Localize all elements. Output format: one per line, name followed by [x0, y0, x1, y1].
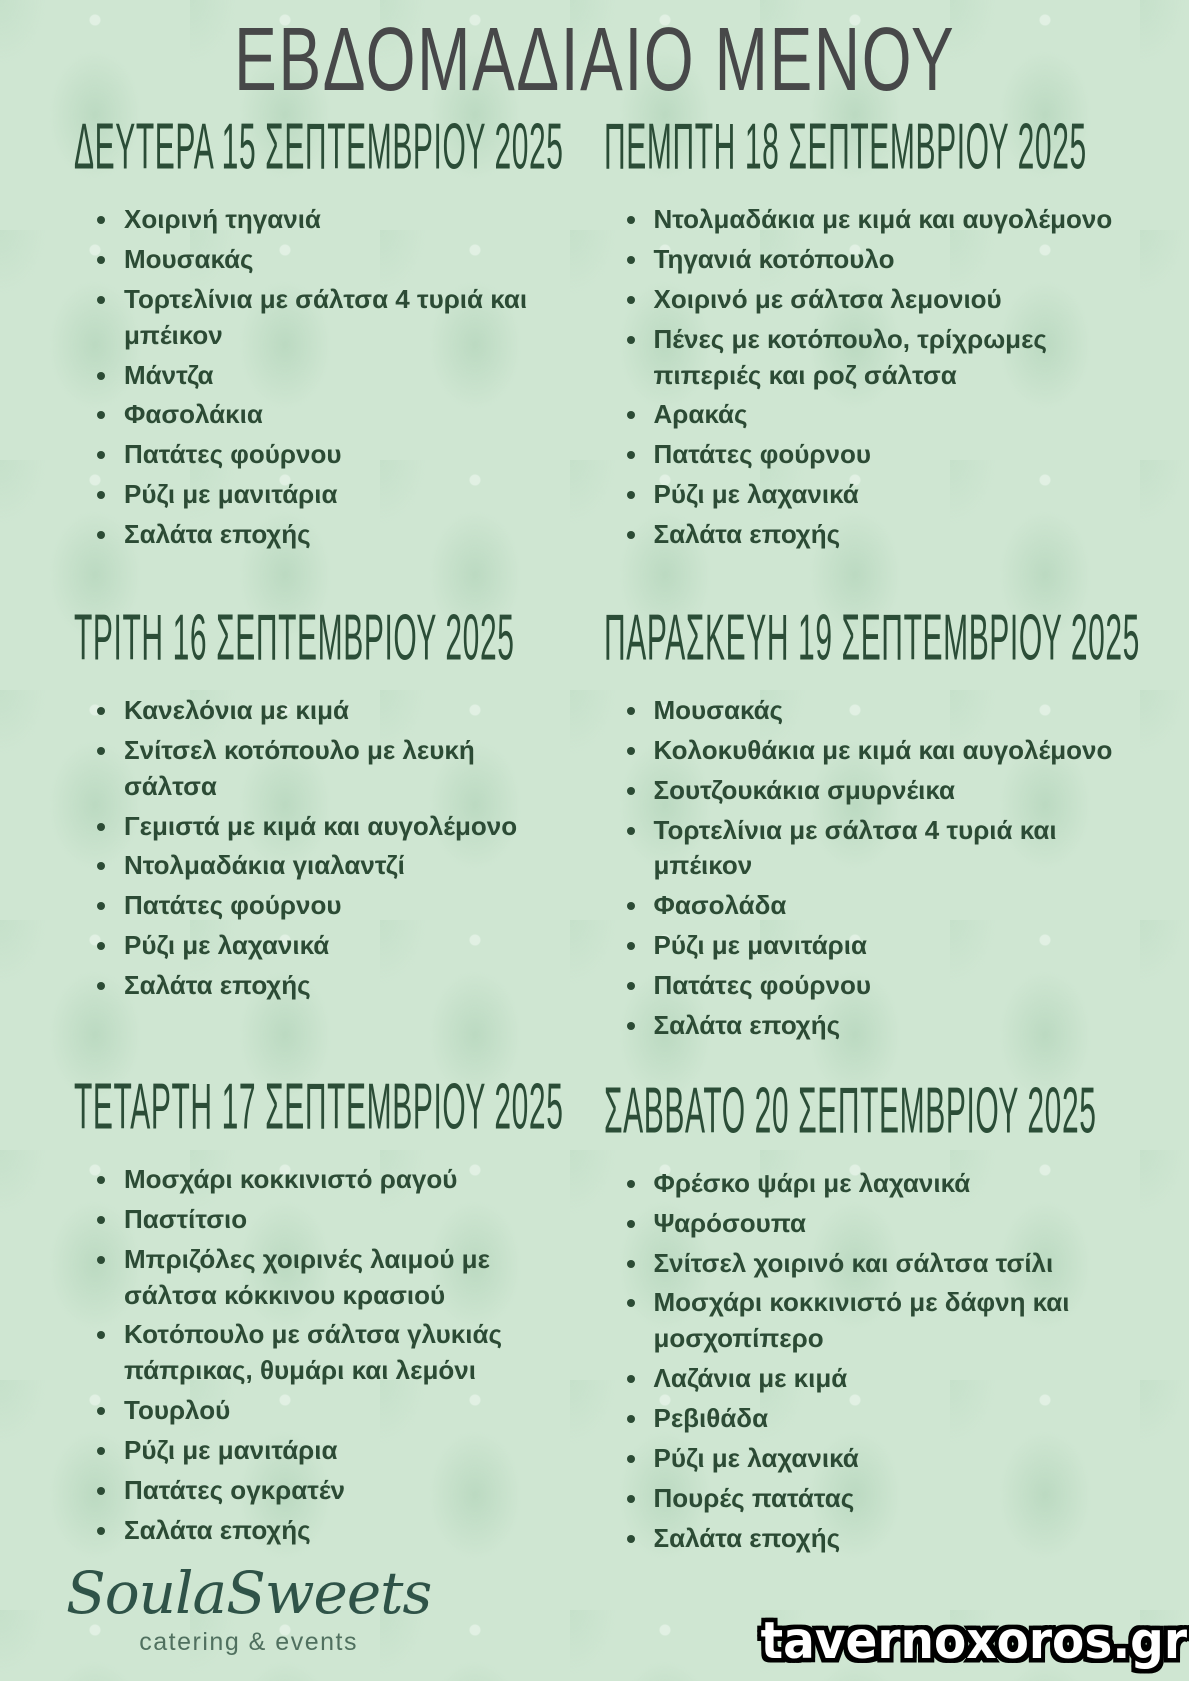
menu-column-left [74, 109, 600, 1613]
day-header-friday [603, 600, 1140, 675]
menu-item: • Χοιρινή τηγανιά [120, 202, 574, 238]
menu-item: • Λαζάνια με κιμά [650, 1361, 1126, 1397]
day-heading-text: ΠΑΡΑΣΚΕΥΗ 19 ΣΕΠΤΕΜΒΡΙΟΥ 2025 [603, 600, 1140, 674]
day-section-monday [74, 109, 574, 553]
menu-item: • Πουρές πατάτας [650, 1481, 1126, 1517]
menu-item: • Ρύζι με λαχανικά [120, 928, 574, 964]
menu-item: • Σαλάτα εποχής [650, 1521, 1126, 1557]
menu-item: • Ρύζι με λαχανικά [650, 477, 1126, 513]
menu-item: • Μουσακάς [650, 693, 1126, 729]
menu-item: • Ντολμαδάκια γιαλαντζί [120, 848, 574, 884]
menu-item: • Τουρλού [120, 1393, 574, 1429]
menu-item: • Σαλάτα εποχής [120, 968, 574, 1004]
menu-item: • Κανελόνια με κιμά [120, 693, 574, 729]
day-header-thursday [603, 109, 1126, 184]
menu-item: • Ρεβιθάδα [650, 1401, 1126, 1437]
menu-item: • Ρύζι με λαχανικά [650, 1441, 1126, 1477]
menu-item: • Γεμιστά με κιμά και αυγολέμονο [120, 809, 574, 845]
day-section-wednesday [74, 1069, 574, 1549]
watermark-site-label: tavernoxoros.gr [760, 1611, 1187, 1671]
day-heading-text: ΠΕΜΠΤΗ 18 ΣΕΠΤΕΜΒΡΙΟΥ 2025 [603, 109, 1087, 183]
day-heading-text: ΔΕΥΤΕΡΑ 15 ΣΕΠΤΕΜΒΡΙΟΥ 2025 [74, 109, 564, 183]
menu-item: • Σουτζουκάκια σμυρνέικα [650, 773, 1126, 809]
menu-item: • Πένες με κοτόπουλο, τρίχρωμες πιπεριές και ροζ σάλτσα [650, 322, 1126, 394]
menu-item: • Ρύζι με μανιτάρια [650, 928, 1126, 964]
day-section-thursday [603, 109, 1126, 553]
menu-item-list-tuesday [74, 693, 574, 1004]
menu-item: • Ρύζι με μανιτάρια [120, 477, 574, 513]
menu-item: • Ρύζι με μανιτάρια [120, 1433, 574, 1469]
menu-item: • Κοτόπουλο με σάλτσα γλυκιάς πάπρικας, θυμάρι και λεμόνι [120, 1317, 574, 1389]
brand-tagline: catering & events [139, 1628, 358, 1656]
menu-item: • Ντολμαδάκια με κιμά και αυγολέμονο [650, 202, 1126, 238]
day-header-tuesday [74, 600, 574, 675]
menu-item: • Σνίτσελ κοτόπουλο με λευκή σάλτσα [120, 733, 574, 805]
day-section-friday [603, 600, 1140, 1044]
menu-item: • Πατάτες φούρνου [650, 437, 1126, 473]
day-section-tuesday [74, 600, 574, 1004]
menu-item-list-saturday [604, 1166, 1126, 1557]
day-header-wednesday [74, 1069, 574, 1144]
menu-item: • Πατάτες ογκρατέν [120, 1473, 574, 1509]
menu-item: • Σαλάτα εποχής [120, 517, 574, 553]
day-section-saturday [603, 1073, 1126, 1557]
menu-item-list-monday [74, 202, 574, 553]
menu-item: • Πατάτες φούρνου [650, 968, 1126, 1004]
menu-item: • Μπριζόλες χοιρινές λαιμού με σάλτσα κόκκινου κρασιού [120, 1242, 574, 1314]
day-header-monday [74, 109, 574, 184]
menu-item: • Τορτελίνια με σάλτσα 4 τυριά και μπέικον [120, 282, 574, 354]
menu-item: • Παστίτσιο [120, 1202, 574, 1238]
menu-item-list-thursday [604, 202, 1126, 553]
day-header-saturday [603, 1073, 1126, 1148]
page-title: ΕΒΔΟΜΑΔΙΑΙΟ ΜΕΝΟΥ [233, 8, 956, 110]
menu-item: • Μοσχάρι κοκκινιστό ραγού [120, 1162, 574, 1198]
menu-item: • Μάντζα [120, 358, 574, 394]
menu-item: • Χοιρινό με σάλτσα λεμονιού [650, 282, 1126, 318]
menu-item: • Φασολάδα [650, 888, 1126, 924]
menu-item: • Ψαρόσουπα [650, 1206, 1126, 1242]
brand-name: SoulaSweets [66, 1559, 432, 1627]
title-area [0, 0, 1189, 112]
menu-item-list-wednesday [74, 1162, 574, 1549]
day-heading-text: ΤΡΙΤΗ 16 ΣΕΠΤΕΜΒΡΙΟΥ 2025 [74, 600, 515, 674]
menu-item: • Σνίτσελ χοιρινό και σάλτσα τσίλι [650, 1246, 1126, 1282]
menu-item: • Τορτελίνια με σάλτσα 4 τυριά και μπέικον [650, 813, 1126, 885]
menu-item: • Μουσακάς [120, 242, 574, 278]
menu-item: • Σαλάτα εποχής [650, 517, 1126, 553]
menu-column-right [600, 109, 1140, 1613]
menu-item: • Πατάτες φούρνου [120, 888, 574, 924]
menu-item: • Σαλάτα εποχής [120, 1513, 574, 1549]
menu-item: • Σαλάτα εποχής [650, 1008, 1126, 1044]
menu-item: • Κολοκυθάκια με κιμά και αυγολέμονο [650, 733, 1126, 769]
menu-item: • Φρέσκο ψάρι με λαχανικά [650, 1166, 1126, 1202]
menu-item: • Μοσχάρι κοκκινιστό με δάφνη και μοσχοπίπερο [650, 1285, 1126, 1357]
day-heading-text: ΣΑΒΒΑΤΟ 20 ΣΕΠΤΕΜΒΡΙΟΥ 2025 [603, 1073, 1097, 1147]
day-heading-text: ΤΕΤΑΡΤΗ 17 ΣΕΠΤΕΜΒΡΙΟΥ 2025 [74, 1069, 564, 1143]
menu-item: • Τηγανιά κοτόπουλο [650, 242, 1126, 278]
brand-logo [66, 1559, 432, 1657]
menu-item-list-friday [604, 693, 1126, 1044]
menu-item: • Πατάτες φούρνου [120, 437, 574, 473]
menu-columns [0, 109, 1189, 1613]
menu-item: • Φασολάκια [120, 397, 574, 433]
menu-item: • Αρακάς [650, 397, 1126, 433]
